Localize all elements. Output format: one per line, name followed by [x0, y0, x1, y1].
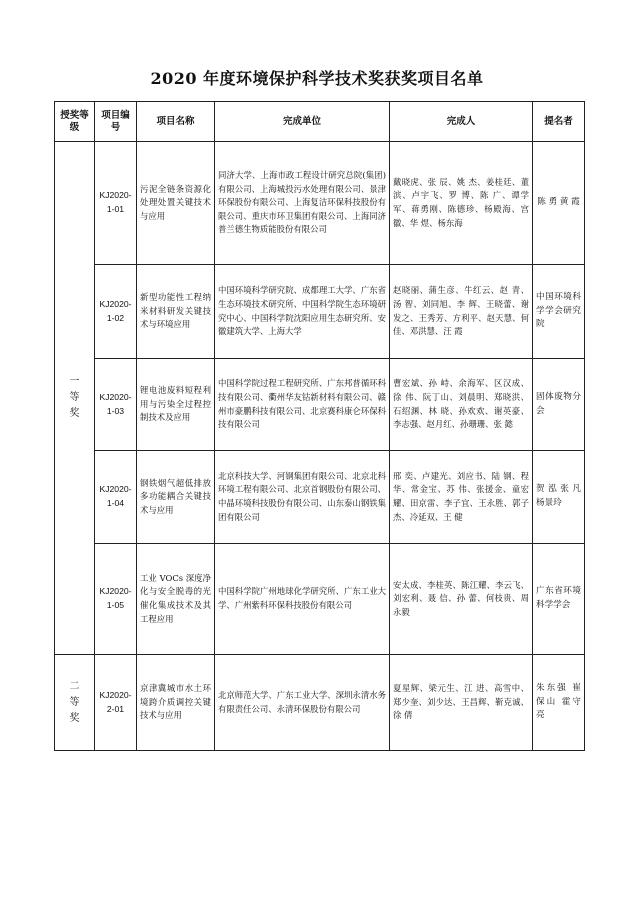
nominator-text: 朱东强 崔保山 霍守亮: [536, 683, 581, 721]
header-name: 项目名称: [137, 102, 215, 142]
completion-unit: 北京科技大学、河钢集团有限公司、北京北科环境工程有限公司、北京首钢股份有限公司、中晶环境科技股份有限公司、山东泰山钢铁集团有限公司: [215, 451, 390, 544]
table-header-row: [55, 102, 585, 142]
document-title: 2020 年度环境保护科学技术奖获奖项目名单: [150, 69, 484, 88]
header-grade: 授奖等级: [55, 102, 95, 142]
nominator: [533, 544, 585, 655]
table-row: [55, 544, 585, 655]
table-row: [55, 359, 585, 451]
grade-label: 一等奖: [69, 376, 80, 419]
completion-people: 安太成、李桂英、陈江耀、李云飞、刘宏利、聂 信、孙 蕾、何枝贵、周永毅: [390, 544, 533, 655]
project-name: 污泥全链条资源化处理处置关键技术与应用: [137, 142, 215, 265]
nominator-text: 固体废物分会: [536, 391, 581, 416]
completion-unit: 中国科学院过程工程研究所、广东邦普循环科技有限公司、衢州华友钴新材料有限公司、赣州市豪鹏科技有限公司、北京赛科康仑环保科技有限公司: [215, 359, 390, 451]
nominator-text: 贺 泓 张 凡 杨景玲: [536, 484, 581, 508]
project-number: KJ2020-1-02: [95, 265, 137, 359]
nominator-text: 中国环境科学学会研究院: [536, 292, 581, 330]
completion-unit: 中国环境科学研究院、成都理工大学、广东省生态环境技术研究所、中国科学院生态环境研究中心、中国科学院沈阳应用生态研究所、安徽建筑大学、上海大学: [215, 265, 390, 359]
table-row: [55, 265, 585, 359]
nominator: [533, 655, 585, 751]
grade-cell-second: [55, 655, 95, 751]
header-nominator: 提名者: [533, 102, 585, 142]
grade-label: 二等奖: [69, 680, 80, 724]
completion-people: 赵晓丽、蒲生彦、牛红云、赵 青、汤 智、刘同旭、李 辉、王晓蕾、谢发之、王秀芳、方利平、赵天慧、何 佳、邓洪慧、汪 霞: [390, 265, 533, 359]
grade-cell-first: [55, 142, 95, 655]
completion-people: 曹宏斌、孙 峙、余海军、区汉成、徐 伟、阮丁山、刘晨明、郑晓洪、石绍渊、林 晓、孙欢欢、谢英豪、李志强、赵月红、孙珊珊、张 懿: [390, 359, 533, 451]
completion-unit: 同济大学、上海市政工程设计研究总院(集团)有限公司、上海城投污水处理有限公司、景津环保股份有限公司、上海复洁环保科技股份有限公司、重庆市环卫集团有限公司、上海同济普兰德生物质能股份有限公司: [215, 142, 390, 265]
project-name: 钢铁烟气超低排放多功能耦合关键技术与应用: [137, 451, 215, 544]
nominator: [533, 359, 585, 451]
completion-unit: 中国科学院广州地球化学研究所、广东工业大学、广州紫科环保科技股份有限公司: [215, 544, 390, 655]
nominator: [533, 451, 585, 544]
completion-people: 戴晓虎、张 辰、姚 杰、姜桂廷、董 滨、卢宇飞、罗 博、陈 广、谭学军、蒋勇刚、陈德珍、杨殿海、宫 徽、华 煜、杨东海: [390, 142, 533, 265]
project-number: KJ2020-1-01: [95, 142, 137, 265]
project-number: KJ2020-1-04: [95, 451, 137, 544]
header-people: 完成人: [390, 102, 533, 142]
header-unit: 完成单位: [215, 102, 390, 142]
project-name: 工业 VOCs 深度净化与安全脱毒的光催化集成技术及其工程应用: [137, 544, 215, 655]
table-row: [55, 142, 585, 265]
project-number: KJ2020-1-03: [95, 359, 137, 451]
project-name: 锂电池废料短程利用与污染全过程控制技术及应用: [137, 359, 215, 451]
header-number: 项目编号: [95, 102, 137, 142]
awards-table: [54, 101, 585, 751]
completion-people: 邢 奕、卢建光、刘应书、陆 钢、程 华、常金宝、苏 伟、张援金、童宏耀、田京雷、李子宜、王永胜、郭子杰、冷延双、王 健: [390, 451, 533, 544]
nominator: [533, 142, 585, 265]
project-name: 新型功能性工程纳米材料研发关键技术与环境应用: [137, 265, 215, 359]
completion-unit: 北京师范大学、广东工业大学、深圳永清水务有限责任公司、永清环保股份有限公司: [215, 655, 390, 751]
project-name: 京津冀城市水土环境跨介质调控关键技术与应用: [137, 655, 215, 751]
table-row: [55, 451, 585, 544]
completion-people: 夏星辉、梁元生、江 进、高雪中、郑少奎、刘少达、王昌辉、靳克诚、徐 倩: [390, 655, 533, 751]
project-number: KJ2020-2-01: [95, 655, 137, 751]
nominator: [533, 265, 585, 359]
nominator-text: 陈 勇 黄 霞: [537, 197, 580, 208]
nominator-text: 广东省环境科学学会: [536, 586, 581, 610]
project-number: KJ2020-1-05: [95, 544, 137, 655]
table-row: [55, 655, 585, 751]
